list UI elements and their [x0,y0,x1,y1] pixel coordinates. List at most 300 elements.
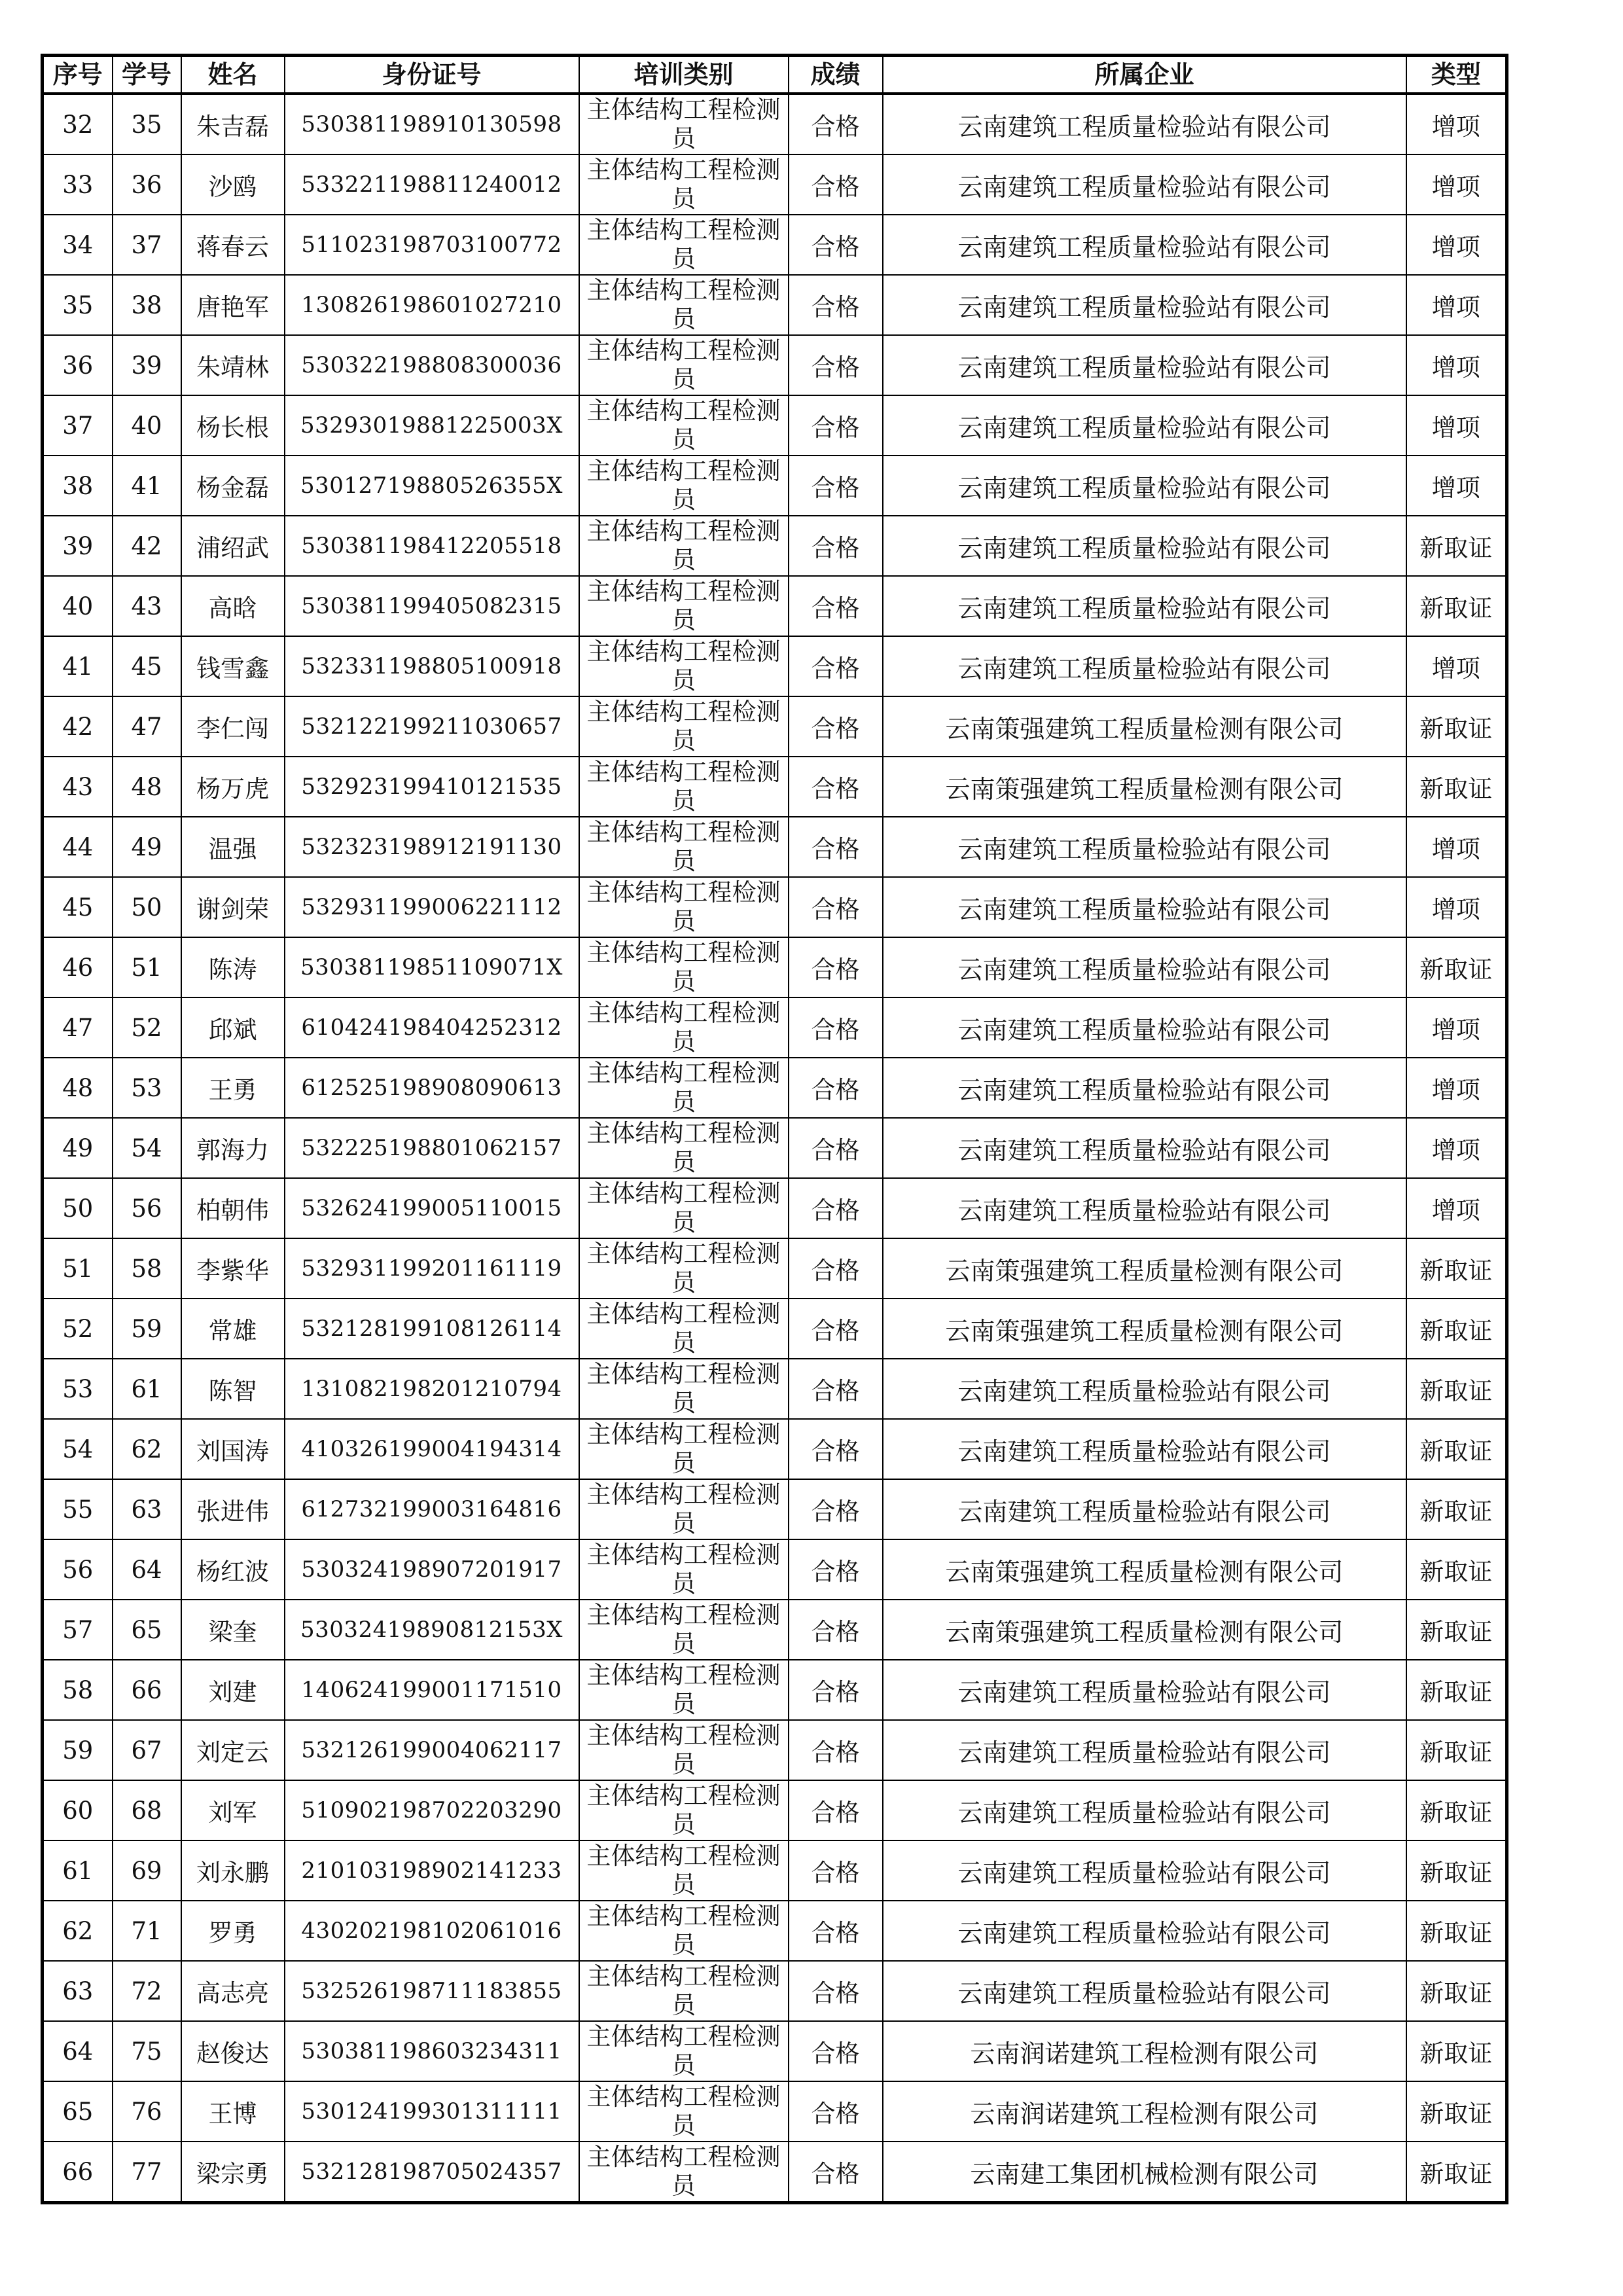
table-row [43,817,1507,877]
cell-score: 合格 [789,1539,883,1600]
category-text: 主体结构工程检测员 [586,336,781,393]
table-row [43,154,1507,215]
cell-student-id: 61 [113,1359,181,1419]
cell-company: 云南策强建筑工程质量检测有限公司 [883,1539,1406,1600]
cell-name: 刘国涛 [181,1419,285,1479]
header-type: 类型 [1406,56,1507,94]
cell-company: 云南建筑工程质量检验站有限公司 [883,1720,1406,1780]
category-text: 主体结构工程检测员 [586,1661,781,1718]
cell-category [579,94,789,154]
cell-category [579,1600,789,1660]
header-student-id: 学号 [113,56,181,94]
header-score: 成绩 [789,56,883,94]
table-row [43,1238,1507,1299]
cell-category [579,275,789,335]
cell-category [579,1238,789,1299]
cell-type: 增项 [1406,335,1507,395]
category-text: 主体结构工程检测员 [586,2143,781,2200]
cell-company: 云南策强建筑工程质量检测有限公司 [883,1299,1406,1359]
cell-score: 合格 [789,2142,883,2203]
category-text: 主体结构工程检测员 [586,698,781,755]
category-text: 主体结构工程检测员 [586,517,781,574]
cell-student-id: 76 [113,2081,181,2142]
cell-type: 新取证 [1406,1600,1507,1660]
category-text: 主体结构工程检测员 [586,96,781,152]
table-row [43,757,1507,817]
cell-category [579,395,789,456]
cell-score: 合格 [789,1299,883,1359]
roster-table [41,54,1508,2204]
cell-student-id: 40 [113,395,181,456]
cell-type: 新取证 [1406,1840,1507,1901]
header-category: 培训类别 [579,56,789,94]
cell-score: 合格 [789,1961,883,2021]
cell-id-card: 140624199001171510 [285,1660,579,1720]
table-row [43,2021,1507,2081]
cell-seq: 52 [43,1299,113,1359]
cell-type: 新取证 [1406,1780,1507,1840]
cell-id-card: 532931199006221112 [285,877,579,937]
cell-type: 新取证 [1406,757,1507,817]
category-text: 主体结构工程检测员 [586,397,781,454]
category-text: 主体结构工程检测员 [586,1902,781,1959]
cell-student-id: 52 [113,997,181,1058]
cell-seq: 64 [43,2021,113,2081]
cell-name: 王博 [181,2081,285,2142]
cell-id-card: 532923199410121535 [285,757,579,817]
cell-type: 增项 [1406,94,1507,154]
category-text: 主体结构工程检测员 [586,2083,781,2140]
table-row [43,94,1507,154]
cell-id-card: 530381198412205518 [285,516,579,576]
cell-score: 合格 [789,757,883,817]
cell-student-id: 58 [113,1238,181,1299]
cell-company: 云南建筑工程质量检验站有限公司 [883,335,1406,395]
cell-id-card: 532323198912191130 [285,817,579,877]
cell-score: 合格 [789,1720,883,1780]
cell-category [579,1058,789,1118]
cell-type: 增项 [1406,456,1507,516]
cell-seq: 56 [43,1539,113,1600]
cell-id-card: 532128198705024357 [285,2142,579,2203]
cell-student-id: 62 [113,1419,181,1479]
table-row [43,2081,1507,2142]
table-header [43,56,1507,94]
cell-score: 合格 [789,576,883,636]
cell-company: 云南建筑工程质量检验站有限公司 [883,395,1406,456]
cell-score: 合格 [789,1118,883,1178]
table-row [43,877,1507,937]
cell-seq: 38 [43,456,113,516]
cell-score: 合格 [789,215,883,275]
cell-type: 新取证 [1406,2142,1507,2203]
cell-seq: 47 [43,997,113,1058]
cell-student-id: 69 [113,1840,181,1901]
cell-id-card: 53032419890812153X [285,1600,579,1660]
cell-type: 新取证 [1406,2021,1507,2081]
cell-id-card: 532526198711183855 [285,1961,579,2021]
cell-type: 新取证 [1406,2081,1507,2142]
category-text: 主体结构工程检测员 [586,1842,781,1899]
cell-category [579,2142,789,2203]
cell-category [579,1961,789,2021]
cell-seq: 33 [43,154,113,215]
cell-name: 张进伟 [181,1479,285,1539]
cell-type: 增项 [1406,154,1507,215]
table-row [43,1419,1507,1479]
table-row [43,1961,1507,2021]
table-row [43,1539,1507,1600]
table-row [43,1299,1507,1359]
cell-category [579,215,789,275]
cell-category [579,817,789,877]
table-row [43,1780,1507,1840]
cell-company: 云南建筑工程质量检验站有限公司 [883,94,1406,154]
cell-type: 新取证 [1406,1901,1507,1961]
cell-company: 云南润诺建筑工程检测有限公司 [883,2021,1406,2081]
header-row [43,56,1507,94]
cell-name: 梁奎 [181,1600,285,1660]
cell-company: 云南建筑工程质量检验站有限公司 [883,1479,1406,1539]
cell-id-card: 610424198404252312 [285,997,579,1058]
cell-seq: 59 [43,1720,113,1780]
cell-type: 新取证 [1406,576,1507,636]
cell-category [579,937,789,997]
cell-student-id: 37 [113,215,181,275]
cell-student-id: 43 [113,576,181,636]
cell-score: 合格 [789,1901,883,1961]
cell-score: 合格 [789,877,883,937]
cell-category [579,1118,789,1178]
cell-score: 合格 [789,2021,883,2081]
cell-type: 增项 [1406,636,1507,696]
category-text: 主体结构工程检测员 [586,1601,781,1658]
cell-student-id: 50 [113,877,181,937]
cell-company: 云南建筑工程质量检验站有限公司 [883,1961,1406,2021]
cell-category [579,877,789,937]
cell-score: 合格 [789,636,883,696]
category-text: 主体结构工程检测员 [586,156,781,213]
table-row [43,395,1507,456]
cell-id-card: 533221198811240012 [285,154,579,215]
cell-type: 新取证 [1406,1238,1507,1299]
category-text: 主体结构工程检测员 [586,276,781,333]
cell-id-card: 532331198805100918 [285,636,579,696]
cell-company: 云南建筑工程质量检验站有限公司 [883,1840,1406,1901]
cell-name: 王勇 [181,1058,285,1118]
cell-category [579,1479,789,1539]
cell-student-id: 54 [113,1118,181,1178]
cell-id-card: 210103198902141233 [285,1840,579,1901]
table-row [43,576,1507,636]
cell-category [579,335,789,395]
header-company: 所属企业 [883,56,1406,94]
category-text: 主体结构工程检测员 [586,457,781,514]
cell-score: 合格 [789,94,883,154]
table-row [43,696,1507,757]
category-text: 主体结构工程检测员 [586,1480,781,1537]
cell-category [579,1840,789,1901]
cell-name: 朱靖林 [181,335,285,395]
cell-seq: 49 [43,1118,113,1178]
cell-company: 云南建筑工程质量检验站有限公司 [883,576,1406,636]
cell-company: 云南策强建筑工程质量检测有限公司 [883,757,1406,817]
cell-student-id: 56 [113,1178,181,1238]
cell-name: 李紫华 [181,1238,285,1299]
category-text: 主体结构工程检测员 [586,818,781,875]
cell-company: 云南策强建筑工程质量检测有限公司 [883,1238,1406,1299]
cell-name: 高晗 [181,576,285,636]
cell-name: 罗勇 [181,1901,285,1961]
cell-score: 合格 [789,1058,883,1118]
cell-company: 云南建筑工程质量检验站有限公司 [883,1058,1406,1118]
cell-student-id: 36 [113,154,181,215]
category-text: 主体结构工程检测员 [586,1059,781,1116]
cell-company: 云南建工集团机械检测有限公司 [883,2142,1406,2203]
cell-seq: 63 [43,1961,113,2021]
header-seq: 序号 [43,56,113,94]
cell-name: 朱吉磊 [181,94,285,154]
cell-score: 合格 [789,1359,883,1419]
table-row [43,2142,1507,2203]
category-text: 主体结构工程检测员 [586,1962,781,2019]
cell-seq: 39 [43,516,113,576]
cell-score: 合格 [789,335,883,395]
cell-company: 云南建筑工程质量检验站有限公司 [883,215,1406,275]
table-row [43,275,1507,335]
cell-id-card: 530381198910130598 [285,94,579,154]
cell-company: 云南建筑工程质量检验站有限公司 [883,1419,1406,1479]
cell-company: 云南建筑工程质量检验站有限公司 [883,1178,1406,1238]
category-text: 主体结构工程检测员 [586,1240,781,1297]
cell-student-id: 41 [113,456,181,516]
cell-id-card: 53293019881225003X [285,395,579,456]
cell-seq: 48 [43,1058,113,1118]
cell-score: 合格 [789,2081,883,2142]
cell-seq: 43 [43,757,113,817]
cell-seq: 35 [43,275,113,335]
cell-id-card: 430202198102061016 [285,1901,579,1961]
cell-seq: 34 [43,215,113,275]
table-body [43,94,1507,2203]
cell-category [579,456,789,516]
cell-type: 新取证 [1406,1479,1507,1539]
table-row [43,1660,1507,1720]
cell-score: 合格 [789,696,883,757]
cell-name: 唐艳军 [181,275,285,335]
cell-score: 合格 [789,1238,883,1299]
cell-student-id: 49 [113,817,181,877]
cell-name: 谢剑荣 [181,877,285,937]
cell-id-card: 130826198601027210 [285,275,579,335]
cell-type: 增项 [1406,877,1507,937]
cell-student-id: 42 [113,516,181,576]
cell-seq: 66 [43,2142,113,2203]
cell-student-id: 65 [113,1600,181,1660]
cell-id-card: 53012719880526355X [285,456,579,516]
cell-name: 柏朝伟 [181,1178,285,1238]
cell-seq: 32 [43,94,113,154]
cell-category [579,1359,789,1419]
cell-category [579,1178,789,1238]
cell-company: 云南建筑工程质量检验站有限公司 [883,1118,1406,1178]
table-row [43,1178,1507,1238]
cell-seq: 60 [43,1780,113,1840]
cell-name: 高志亮 [181,1961,285,2021]
cell-type: 增项 [1406,215,1507,275]
cell-id-card: 53038119851109071X [285,937,579,997]
cell-company: 云南建筑工程质量检验站有限公司 [883,1780,1406,1840]
cell-name: 刘永鹏 [181,1840,285,1901]
cell-category [579,1539,789,1600]
category-text: 主体结构工程检测员 [586,1179,781,1236]
table-row [43,1720,1507,1780]
cell-id-card: 530322198808300036 [285,335,579,395]
cell-category [579,1720,789,1780]
cell-name: 常雄 [181,1299,285,1359]
cell-seq: 44 [43,817,113,877]
cell-category [579,2021,789,2081]
cell-seq: 41 [43,636,113,696]
cell-score: 合格 [789,937,883,997]
cell-id-card: 410326199004194314 [285,1419,579,1479]
cell-id-card: 530124199301311111 [285,2081,579,2142]
cell-type: 增项 [1406,817,1507,877]
cell-name: 刘建 [181,1660,285,1720]
header-name: 姓名 [181,56,285,94]
cell-name: 沙鸥 [181,154,285,215]
cell-id-card: 612525198908090613 [285,1058,579,1118]
cell-category [579,997,789,1058]
cell-student-id: 67 [113,1720,181,1780]
cell-category [579,1419,789,1479]
table-row [43,456,1507,516]
cell-seq: 65 [43,2081,113,2142]
category-text: 主体结构工程检测员 [586,577,781,634]
cell-id-card: 530381199405082315 [285,576,579,636]
cell-score: 合格 [789,1479,883,1539]
category-text: 主体结构工程检测员 [586,1300,781,1357]
cell-id-card: 532225198801062157 [285,1118,579,1178]
cell-type: 新取证 [1406,1720,1507,1780]
cell-name: 温强 [181,817,285,877]
cell-score: 合格 [789,1780,883,1840]
category-text: 主体结构工程检测员 [586,1721,781,1778]
table-row [43,1600,1507,1660]
cell-type: 增项 [1406,1178,1507,1238]
cell-name: 陈涛 [181,937,285,997]
table-row [43,335,1507,395]
cell-type: 新取证 [1406,516,1507,576]
cell-student-id: 63 [113,1479,181,1539]
cell-student-id: 51 [113,937,181,997]
cell-id-card: 131082198201210794 [285,1359,579,1419]
category-text: 主体结构工程检测员 [586,939,781,996]
cell-company: 云南策强建筑工程质量检测有限公司 [883,1600,1406,1660]
cell-seq: 50 [43,1178,113,1238]
cell-id-card: 510902198702203290 [285,1780,579,1840]
table-row [43,1840,1507,1901]
table-row [43,636,1507,696]
cell-category [579,1901,789,1961]
table-row [43,215,1507,275]
table-row [43,1058,1507,1118]
cell-seq: 57 [43,1600,113,1660]
cell-company: 云南建筑工程质量检验站有限公司 [883,516,1406,576]
cell-seq: 55 [43,1479,113,1539]
cell-score: 合格 [789,275,883,335]
cell-category [579,1780,789,1840]
cell-student-id: 64 [113,1539,181,1600]
cell-student-id: 71 [113,1901,181,1961]
cell-name: 杨万虎 [181,757,285,817]
table-row [43,1901,1507,1961]
category-text: 主体结构工程检测员 [586,1541,781,1598]
cell-score: 合格 [789,1660,883,1720]
cell-type: 增项 [1406,275,1507,335]
cell-seq: 58 [43,1660,113,1720]
cell-name: 刘定云 [181,1720,285,1780]
cell-name: 邱斌 [181,997,285,1058]
cell-company: 云南建筑工程质量检验站有限公司 [883,154,1406,215]
cell-student-id: 35 [113,94,181,154]
cell-student-id: 39 [113,335,181,395]
cell-company: 云南策强建筑工程质量检测有限公司 [883,696,1406,757]
cell-id-card: 532126199004062117 [285,1720,579,1780]
cell-type: 新取证 [1406,1359,1507,1419]
cell-id-card: 532624199005110015 [285,1178,579,1238]
cell-seq: 42 [43,696,113,757]
cell-category [579,696,789,757]
cell-category [579,1299,789,1359]
cell-student-id: 75 [113,2021,181,2081]
cell-category [579,757,789,817]
cell-company: 云南建筑工程质量检验站有限公司 [883,456,1406,516]
cell-company: 云南建筑工程质量检验站有限公司 [883,636,1406,696]
cell-id-card: 530381198603234311 [285,2021,579,2081]
cell-seq: 61 [43,1840,113,1901]
cell-type: 新取证 [1406,1660,1507,1720]
cell-category [579,636,789,696]
cell-seq: 51 [43,1238,113,1299]
cell-name: 杨红波 [181,1539,285,1600]
category-text: 主体结构工程检测员 [586,1119,781,1176]
cell-seq: 62 [43,1901,113,1961]
cell-student-id: 47 [113,696,181,757]
cell-score: 合格 [789,456,883,516]
cell-type: 新取证 [1406,1419,1507,1479]
cell-seq: 53 [43,1359,113,1419]
cell-name: 浦绍武 [181,516,285,576]
cell-score: 合格 [789,1600,883,1660]
category-text: 主体结构工程检测员 [586,1782,781,1839]
cell-type: 增项 [1406,1118,1507,1178]
cell-name: 刘军 [181,1780,285,1840]
category-text: 主体结构工程检测员 [586,878,781,935]
cell-name: 钱雪鑫 [181,636,285,696]
cell-company: 云南建筑工程质量检验站有限公司 [883,1660,1406,1720]
cell-category [579,1660,789,1720]
cell-company: 云南建筑工程质量检验站有限公司 [883,997,1406,1058]
cell-company: 云南建筑工程质量检验站有限公司 [883,275,1406,335]
cell-id-card: 511023198703100772 [285,215,579,275]
cell-name: 蒋春云 [181,215,285,275]
cell-type: 新取证 [1406,937,1507,997]
cell-student-id: 48 [113,757,181,817]
cell-score: 合格 [789,1840,883,1901]
cell-type: 新取证 [1406,1539,1507,1600]
cell-name: 陈智 [181,1359,285,1419]
